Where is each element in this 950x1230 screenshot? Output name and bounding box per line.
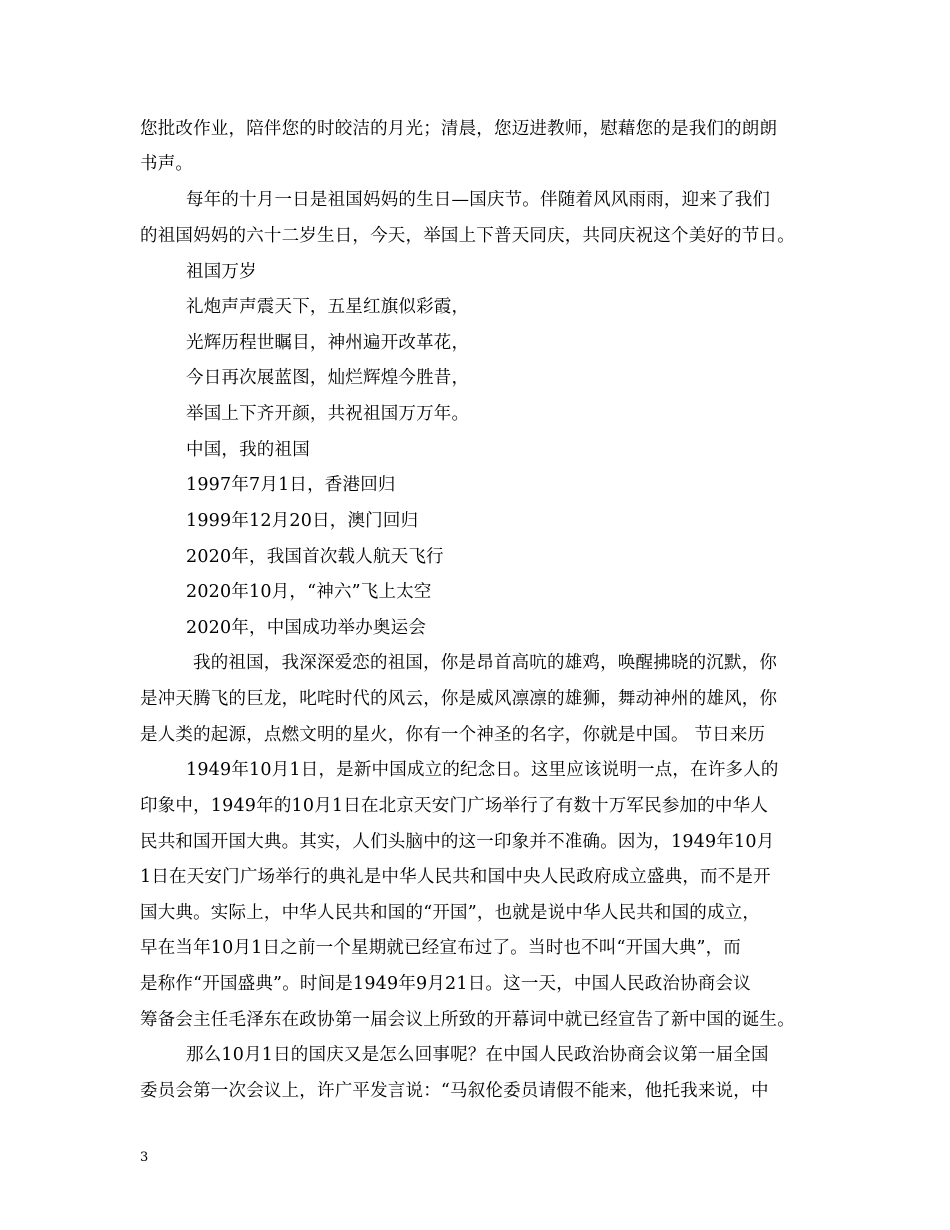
text-line: 2020年，我国首次载人航天飞行 [186,547,444,567]
text-line: 是冲天腾飞的巨龙，叱咤时代的风云，你是威风凛凛的雄狮，舞动神州的雄风，你 [140,689,778,709]
text-line: 2020年，中国成功举办奥运会 [186,618,427,638]
text-line: 1949年10月1日，是新中国成立的纪念日。这里应该说明一点，在许多人的 [186,760,779,780]
text-line: 国大典。实际上，中华人民共和国的“开国”，也就是说中华人民共和国的成立， [140,903,761,923]
text-line: 是人类的起源，点燃文明的星火，你有一个神圣的名字，你就是中国。 节日来历 [140,725,766,745]
text-line: 委员会第一次会议上，许广平发言说：“马叙伦委员请假不能来，他托我来说，中 [140,1081,769,1101]
text-line: 书声。 [140,154,194,174]
text-line: 民共和国开国大典。其实，人们头脑中的这一印象并不准确。因为，1949年10月 [140,832,775,852]
text-line: 您批改作业，陪伴您的时皎洁的月光；清晨，您迈进教师，慰藉您的是我们的朗朗 [140,119,778,139]
text-line: 印象中，1949年的10月1日在北京天安门广场举行了有数十万军民参加的中华人 [140,796,769,816]
text-line: 2020年10月，“神六”飞上太空 [186,582,432,602]
text-line: 筹备会主任毛泽东在政协第一届会议上所致的开幕词中就已经宣告了新中国的诞生。 [140,1010,795,1030]
page-number: 3 [140,1150,149,1165]
text-line: 那么10月1日的国庆又是怎么回事呢？在中国人民政治协商会议第一届全国 [186,1045,769,1065]
text-line: 举国上下齐开颜，共祝祖国万万年。 [186,404,470,424]
text-line: 今日再次展蓝图，灿烂辉煌今胜昔， [186,368,470,388]
text-line: 的祖国妈妈的六十二岁生日，今天，举国上下普天同庆，共同庆祝这个美好的节日。 [140,226,795,246]
text-line: 我的祖国，我深深爱恋的祖国，你是昂首高吭的雄鸡，唤醒拂晓的沉默，你 [193,653,778,673]
text-line: 光辉历程世瞩目，神州遍开改革花， [186,333,470,353]
text-line: 祖国万岁 [186,262,257,282]
text-line: 1997年7月1日，香港回归 [186,475,396,495]
text-line: 中国，我的祖国 [186,440,310,460]
text-line: 1999年12月20日，澳门回归 [186,511,419,531]
text-line: 每年的十月一日是祖国妈妈的生日—国庆节。伴随着风风雨雨，迎来了我们 [186,190,771,210]
text-line: 1日在天安门广场举行的典礼是中华人民共和国中央人民政府成立盛典，而不是开 [140,867,771,887]
text-line: 早在当年10月1日之前一个星期就已经宣布过了。当时也不叫“开国大典”，而 [140,938,741,958]
text-line: 是称作“开国盛典”。时间是1949年9月21日。这一天，中国人民政治协商会议 [140,974,751,994]
text-line: 礼炮声声震天下，五星红旗似彩霞， [186,297,470,317]
